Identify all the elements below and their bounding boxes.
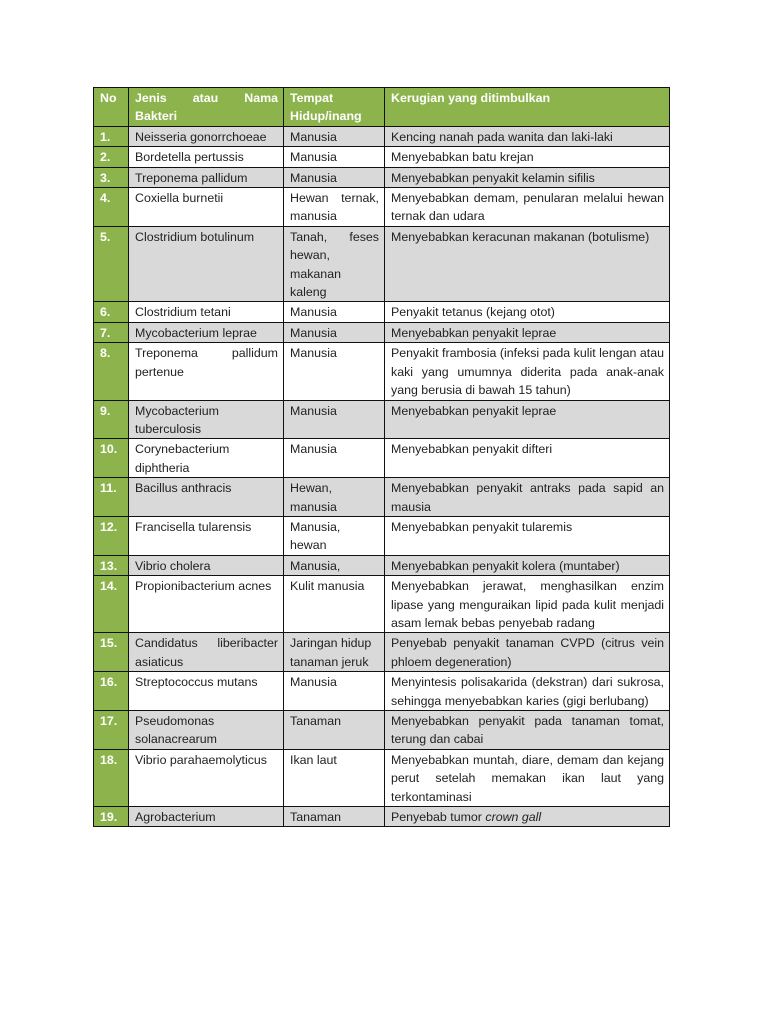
habitat: Manusia (284, 439, 385, 478)
table-row (94, 672, 670, 711)
harm: Menyebabkan demam, penularan melalui hewan ternak dan udara (385, 188, 670, 227)
table-row (94, 711, 670, 750)
row-number: 5. (94, 226, 129, 302)
table-row (94, 226, 670, 302)
table-body (94, 126, 670, 827)
bacteria-name: Mycobacterium leprae (129, 322, 284, 342)
row-number: 7. (94, 322, 129, 342)
bacteria-name: Coxiella burnetii (129, 188, 284, 227)
row-number: 19. (94, 807, 129, 827)
table-row (94, 302, 670, 322)
harm: Menyebabkan penyakit kelamin sifilis (385, 167, 670, 187)
bacteria-name: Corynebacterium diphtheria (129, 439, 284, 478)
habitat: Manusia (284, 147, 385, 167)
habitat: Ikan laut (284, 749, 385, 806)
bacteria-name: Vibrio cholera (129, 555, 284, 575)
harm: Menyebabkan penyakit leprae (385, 400, 670, 439)
bacteria-name: Vibrio parahaemolyticus (129, 749, 284, 806)
bacteria-name: Clostridium tetani (129, 302, 284, 322)
row-number: 18. (94, 749, 129, 806)
harm: Menyebabkan muntah, diare, demam dan kejang perut setelah memakan ikan laut yang terkontaminasi (385, 749, 670, 806)
bacteria-table (93, 87, 670, 827)
habitat: Tanaman (284, 711, 385, 750)
bacteria-name: Francisella tularensis (129, 516, 284, 555)
table-row (94, 126, 670, 146)
habitat: Tanaman (284, 807, 385, 827)
table-row (94, 749, 670, 806)
table-row (94, 576, 670, 633)
harm: Menyebabkan jerawat, menghasilkan enzim lipase yang menguraikan lipid pada kulit menjadi asam lemak bebas penyebab radang (385, 576, 670, 633)
habitat: Hewan, manusia (284, 478, 385, 517)
habitat: Jaringan hidup tanaman jeruk (284, 633, 385, 672)
harm: Menyebabkan penyakit antraks pada sapid an mausia (385, 478, 670, 517)
header-jenis-line1: Jenis atau Nama (135, 91, 278, 105)
habitat: Manusia, (284, 555, 385, 575)
habitat: Manusia (284, 167, 385, 187)
bacteria-name: Treponema pallidum pertenue (129, 343, 284, 400)
row-number: 12. (94, 516, 129, 555)
header-no: No (94, 88, 129, 127)
table-row (94, 439, 670, 478)
habitat: Manusia (284, 343, 385, 400)
bacteria-name: Pseudomonas solanacrearum (129, 711, 284, 750)
harm-italic-text: crown gall (485, 810, 542, 825)
bacteria-name: Mycobacterium tuberculosis (129, 400, 284, 439)
harm: Menyebabkan penyakit pada tanaman tomat, terung dan cabai (385, 711, 670, 750)
row-number: 10. (94, 439, 129, 478)
habitat: Manusia (284, 672, 385, 711)
habitat: Kulit manusia (284, 576, 385, 633)
bacteria-name: Bordetella pertussis (129, 147, 284, 167)
row-number: 4. (94, 188, 129, 227)
harm: Menyintesis polisakarida (dekstran) dari sukrosa, sehingga menyebabkan karies (gigi berlubang) (385, 672, 670, 711)
bacteria-name: Bacillus anthracis (129, 478, 284, 517)
table-row (94, 147, 670, 167)
header-jenis (129, 88, 284, 127)
bacteria-name: Clostridium botulinum (129, 226, 284, 302)
habitat: Manusia (284, 126, 385, 146)
harm: Kencing nanah pada wanita dan laki-laki (385, 126, 670, 146)
table-row (94, 807, 670, 827)
harm: Menyebabkan keracunan makanan (botulisme) (385, 226, 670, 302)
harm-text: Penyebab tumor (391, 810, 486, 825)
bacteria-name: Treponema pallidum (129, 167, 284, 187)
bacteria-name: Neisseria gonorrchoeae (129, 126, 284, 146)
table-row (94, 555, 670, 575)
row-number: 16. (94, 672, 129, 711)
table-row (94, 343, 670, 400)
header-kerugian: Kerugian yang ditimbulkan (385, 88, 670, 127)
header-jenis-line2: Bakteri (135, 109, 178, 124)
row-number: 1. (94, 126, 129, 146)
table-row (94, 478, 670, 517)
harm: Menyebabkan batu krejan (385, 147, 670, 167)
harm (385, 807, 670, 827)
row-number: 2. (94, 147, 129, 167)
harm: Menyebabkan penyakit tularemis (385, 516, 670, 555)
header-row (94, 88, 670, 127)
bacteria-name: Propionibacterium acnes (129, 576, 284, 633)
habitat: Manusia (284, 302, 385, 322)
bacteria-name: Streptococcus mutans (129, 672, 284, 711)
habitat: Manusia (284, 322, 385, 342)
row-number: 15. (94, 633, 129, 672)
table-row (94, 167, 670, 187)
row-number: 9. (94, 400, 129, 439)
harm: Menyebabkan penyakit kolera (muntaber) (385, 555, 670, 575)
habitat: Manusia, hewan (284, 516, 385, 555)
habitat: Hewan ternak, manusia (284, 188, 385, 227)
harm: Menyebabkan penyakit leprae (385, 322, 670, 342)
harm: Menyebabkan penyakit difteri (385, 439, 670, 478)
row-number: 17. (94, 711, 129, 750)
row-number: 3. (94, 167, 129, 187)
bacteria-name: Candidatus liberibacter asiaticus (129, 633, 284, 672)
bacteria-name: Agrobacterium (129, 807, 284, 827)
table-row (94, 516, 670, 555)
habitat: Manusia (284, 400, 385, 439)
row-number: 11. (94, 478, 129, 517)
harm: Penyakit frambosia (infeksi pada kulit lengan atau kaki yang umumnya diderita pada anak-anak yang berusia di bawah 15 tahun) (385, 343, 670, 400)
table-row (94, 400, 670, 439)
table-row (94, 633, 670, 672)
harm: Penyakit tetanus (kejang otot) (385, 302, 670, 322)
row-number: 14. (94, 576, 129, 633)
row-number: 8. (94, 343, 129, 400)
table-row (94, 188, 670, 227)
header-tempat: Tempat Hidup/inang (284, 88, 385, 127)
habitat: Tanah, feses hewan, makanan kaleng (284, 226, 385, 302)
row-number: 13. (94, 555, 129, 575)
table-row (94, 322, 670, 342)
harm: Penyebab penyakit tanaman CVPD (citrus vein phloem degeneration) (385, 633, 670, 672)
row-number: 6. (94, 302, 129, 322)
